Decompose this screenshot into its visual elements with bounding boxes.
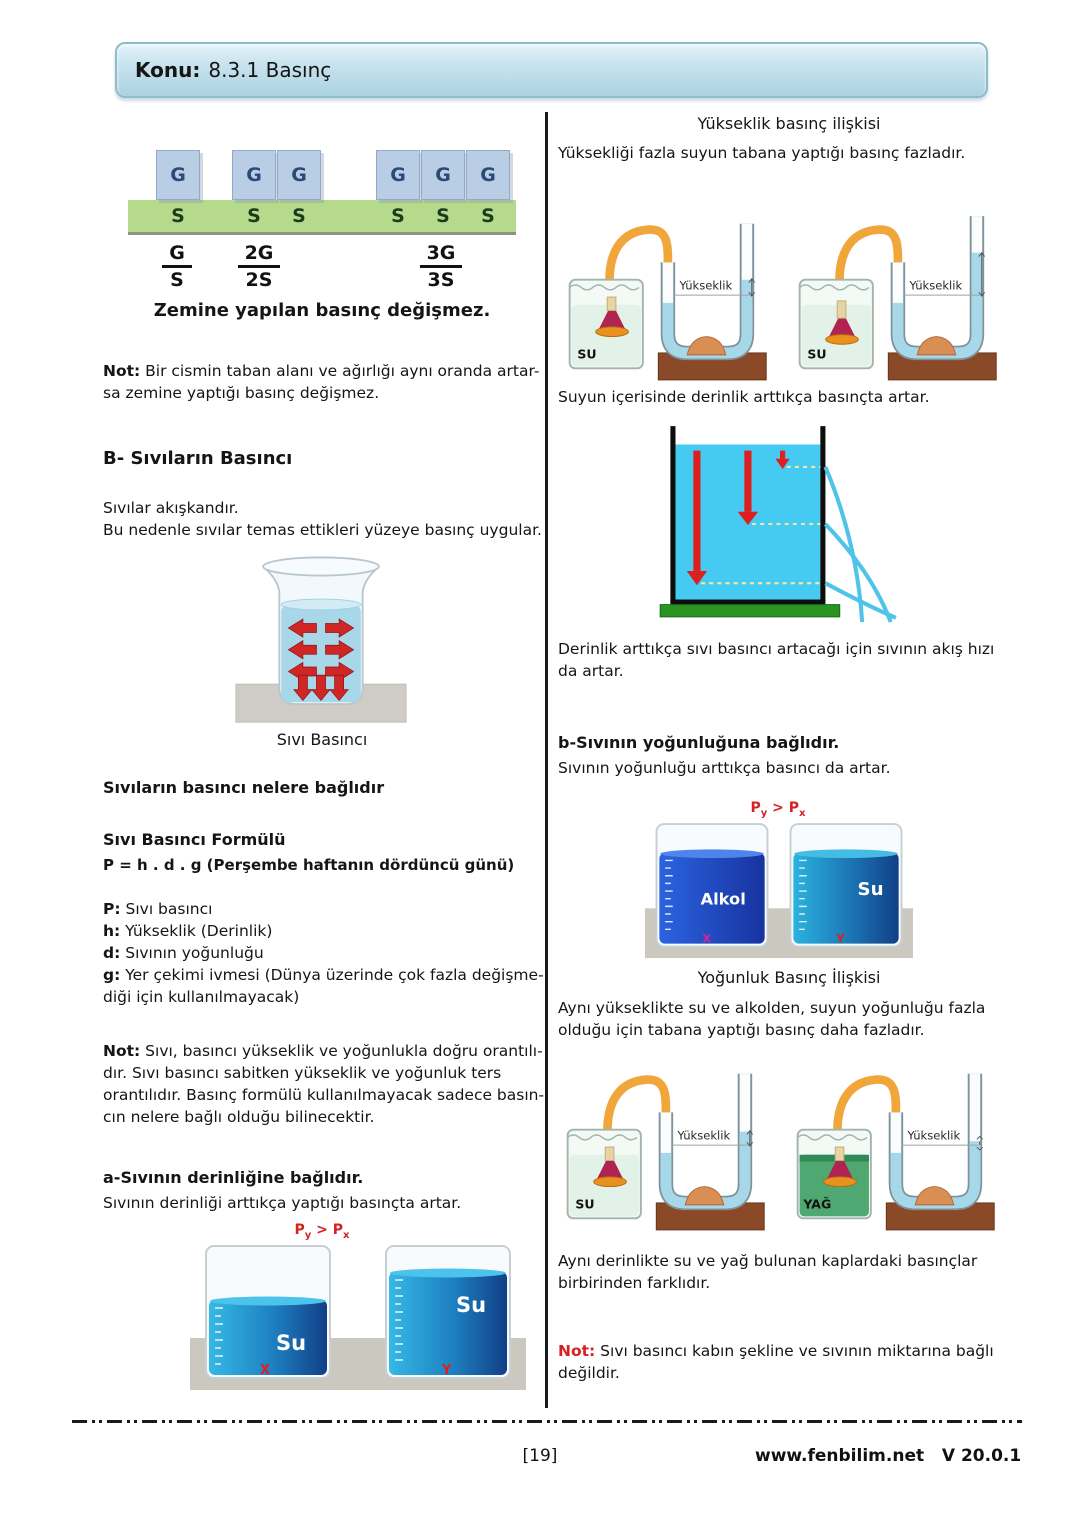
note-label: Not:	[558, 1342, 596, 1360]
topic-header-bar	[115, 42, 988, 98]
funnel-stem	[605, 1147, 614, 1160]
surface-label: S	[481, 205, 495, 227]
topic-title: 8.3.1 Basınç	[208, 58, 332, 82]
page-number: [19]	[522, 1446, 558, 1466]
funnel-rim	[824, 1177, 857, 1187]
weight-block: G	[421, 150, 465, 200]
weight-block: G	[277, 150, 321, 200]
liquid-surface	[794, 849, 897, 858]
site-credit	[755, 1446, 1021, 1466]
liquid-label: Su	[276, 1331, 307, 1355]
u-tube-apparatus-tall	[790, 212, 1002, 384]
putty-mound	[917, 337, 956, 355]
beaker-shallow	[206, 1246, 330, 1378]
jar-label: SU	[807, 346, 827, 362]
pressure-ratios	[128, 242, 516, 300]
oil-text: Aynı derinlikte su ve yağ bulunan kaplardaki basınçlar birbirinden farklıdır.	[558, 1252, 978, 1292]
water-surface	[210, 1297, 326, 1306]
u-tube-apparatus-short	[560, 212, 772, 384]
funnel-stem	[837, 301, 846, 318]
putty-mound	[915, 1187, 954, 1205]
funnel-stem	[607, 297, 616, 310]
height-relation-text: Yüksekliği fazla suyun tabana yaptığı basınç fazladır.	[558, 144, 966, 162]
sub-a-text: Sıvının derinliği arttıkça yaptığı basınçta artar.	[103, 1194, 462, 1212]
liquid-label: Su	[857, 878, 884, 900]
point-marker-x: X	[702, 931, 712, 946]
weight-block: G	[232, 150, 276, 200]
solid-figure-caption: Zemine yapılan basınç değişmez.	[153, 300, 491, 321]
note-label: Not:	[103, 1042, 141, 1060]
putty-mound	[687, 337, 726, 355]
beaker-water	[790, 824, 901, 947]
depth-caption: Suyun içerisinde derinlik arttıkça basınçta artar.	[558, 388, 930, 406]
note-solid-pressure: Not: Bir cismin taban alanı ve ağırlığı aynı oranda artar-sa zemine yaptığı basınç değişmez.	[103, 362, 540, 402]
u-tube-apparatus-water	[558, 1062, 770, 1234]
formula-definitions	[103, 898, 555, 1008]
tank-floor	[670, 600, 825, 605]
funnel-rim	[594, 1177, 627, 1187]
u-tube-apparatus-oil	[788, 1062, 1000, 1234]
height-relation-heading: Yükseklik basınç ilişkisi	[697, 114, 881, 133]
point-marker-y: Y	[836, 931, 845, 946]
formula-heading: Sıvı Basıncı Formülü	[103, 830, 286, 849]
pressure-comparison-density: $P_y > P_x$	[750, 800, 806, 819]
point-marker-x: X	[260, 1363, 271, 1378]
putty-mound	[685, 1187, 724, 1205]
surface-label: S	[391, 205, 405, 227]
definition-row: d: Sıvının yoğunluğu	[103, 944, 264, 962]
definition-row: g: Yer çekimi ivmesi (Dünya üzerinde çok fazla değişme-diği için kullanılmayacak)	[103, 966, 544, 1006]
depends-heading: Sıvıların basıncı nelere bağlıdır	[103, 778, 385, 797]
depth-comparison-figure	[188, 1240, 528, 1392]
liquid-pressure-beaker-figure	[230, 552, 412, 724]
density-text: Aynı yükseklikte su ve alkolden, suyun yoğunluğu fazla olduğu için tabana yaptığı basınç daha fazladır.	[558, 999, 986, 1039]
beaker-deep	[386, 1246, 510, 1378]
version: V 20.0.1	[941, 1446, 1022, 1466]
height-label: Yükseklik	[679, 278, 733, 293]
ratio-1: $\frac{G}{S}$	[142, 242, 212, 291]
liquid-label: Su	[456, 1293, 487, 1317]
jar-label: SU	[575, 1196, 595, 1212]
density-figure-caption: Yoğunluk Basınç İlişkisi	[697, 968, 881, 987]
jar	[800, 280, 873, 369]
tank-wall-left	[670, 426, 675, 602]
ratio-3: $\frac{3G}{3S}$	[406, 242, 476, 291]
tank-wall-right	[820, 426, 825, 602]
note-container-shape: Not: Sıvı basıncı kabın şekline ve sıvının miktarına bağlı değildir.	[558, 1342, 994, 1382]
beaker-alcohol	[656, 824, 767, 947]
oil-surface	[800, 1155, 869, 1162]
jar	[570, 280, 643, 369]
definition-row: h: Yükseklik (Derinlik)	[103, 922, 273, 940]
liquid-label: Alkol	[700, 889, 746, 909]
jar-label: YAĞ	[803, 1196, 832, 1212]
tank-base	[660, 605, 840, 617]
sub-b-heading: b-Sıvının yoğunluğuna bağlıdır.	[558, 733, 840, 752]
height-label: Yükseklik	[677, 1128, 731, 1143]
note-label: Not:	[103, 362, 141, 380]
jar	[798, 1130, 871, 1219]
beaker-rim	[263, 557, 379, 575]
water-surface	[281, 599, 361, 610]
jar-label: SU	[577, 346, 597, 362]
flow-text: Derinlik arttıkça sıvı basıncı artacağı için sıvının akış hızı da artar.	[558, 640, 995, 680]
topic-label: Konu:	[135, 58, 201, 82]
weight-block: G	[466, 150, 510, 200]
water-streams	[825, 467, 895, 622]
definition-row: P: Sıvı basıncı	[103, 900, 213, 918]
surface-label: S	[247, 205, 261, 227]
water-surface	[390, 1269, 506, 1278]
sub-a-heading: a-Sıvının derinliğine bağlıdır.	[103, 1168, 364, 1187]
height-label: Yükseklik	[907, 1128, 961, 1143]
solid-pressure-figure	[128, 150, 516, 232]
density-comparison-figure	[645, 820, 913, 964]
height-label: Yükseklik	[909, 278, 963, 293]
surface-label: S	[171, 205, 185, 227]
jar	[568, 1130, 641, 1219]
liquids-intro: Sıvılar akışkandır. Bu nedenle sıvılar temas ettikleri yüzeye basınç uygular.	[103, 499, 542, 539]
site-url: www.fenbilim.net	[755, 1446, 925, 1466]
pressure-comparison-depth: $P_y > P_x$	[294, 1222, 350, 1241]
pressure-formula: P = h . d . g (Perşembe haftanın dördüncü günü)	[103, 856, 515, 874]
section-title-liquids: B- Sıvıların Basıncı	[103, 448, 293, 469]
ratio-2: $\frac{2G}{2S}$	[224, 242, 294, 291]
surface-label: S	[292, 205, 306, 227]
point-marker-y: Y	[442, 1363, 452, 1378]
weight-block: G	[376, 150, 420, 200]
sub-b-text: Sıvının yoğunluğu arttıkça basıncı da artar.	[558, 759, 891, 777]
tank-flow-figure	[658, 420, 898, 624]
water	[389, 1272, 507, 1375]
liquid-surface	[660, 849, 763, 858]
funnel-rim	[826, 335, 859, 345]
funnel-stem	[835, 1147, 844, 1160]
footer-divider	[72, 1420, 1022, 1423]
beaker-figure-caption: Sıvı Basıncı	[276, 730, 368, 749]
weight-block: G	[156, 150, 200, 200]
surface-label: S	[436, 205, 450, 227]
funnel-rim	[596, 327, 629, 337]
note-liquid-pressure: Not: Sıvı, basıncı yükseklik ve yoğunlukla doğru orantılı-dır. Sıvı basıncı sabitken yükseklik ve yoğunluk ters orantılıdır. Basınç formülü kullanılmayacak sadece basın-cın nelere bağlı olduğu bilinecektir.	[103, 1042, 545, 1126]
